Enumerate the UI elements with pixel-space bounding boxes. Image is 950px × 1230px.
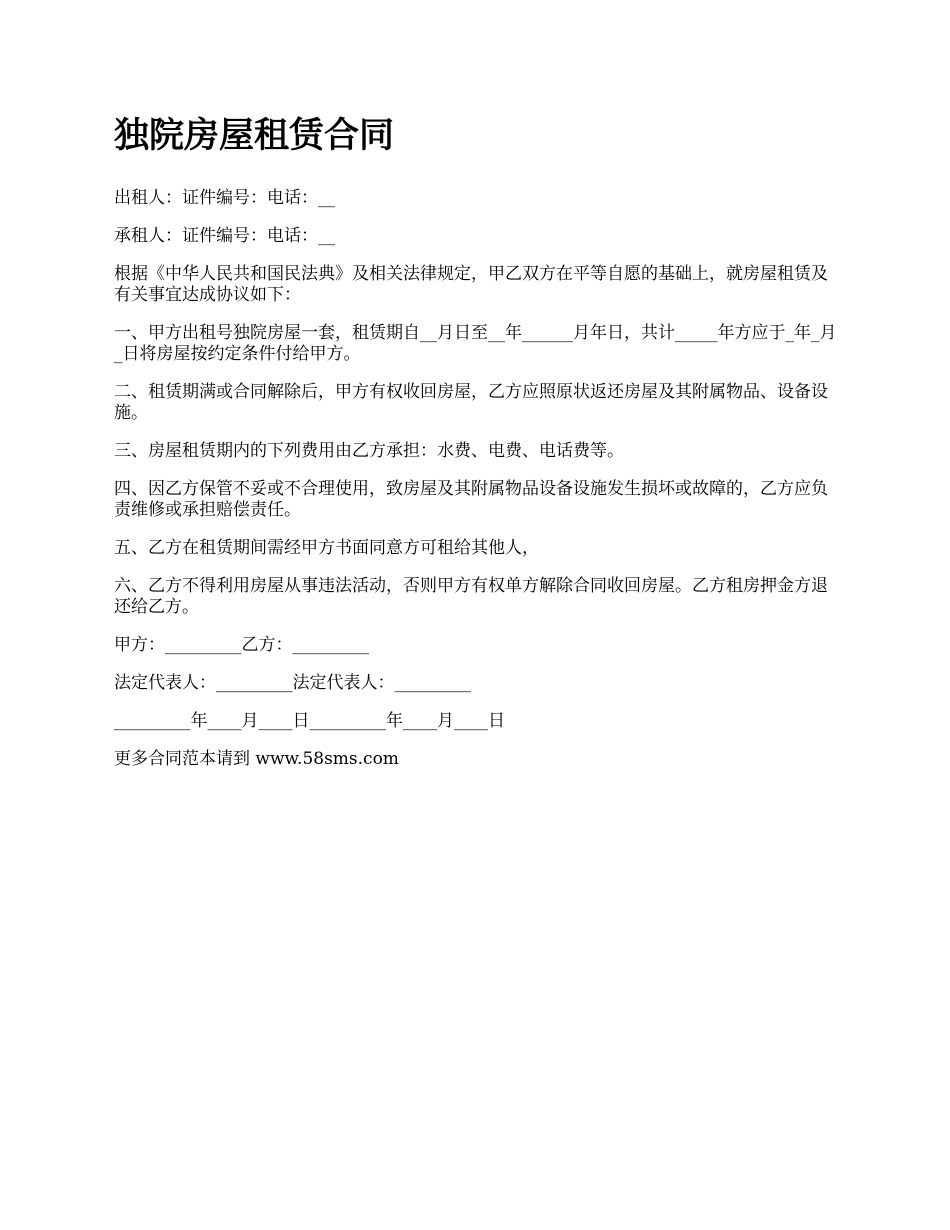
clause-5: 五、乙方在租赁期间需经甲方书面同意方可租给其他人， (114, 538, 539, 558)
clause-4: 四、因乙方保管不妥或不合理使用，致房屋及其附属物品设备设施发生损坏或故障的，乙方应负责维修或承担赔偿责任。 (114, 479, 828, 520)
preamble: 根据《中华人民共和国民法典》及相关法律规定，甲乙双方在平等自愿的基础上，就房屋租赁及有关事宜达成协议如下： (114, 264, 828, 305)
document-title: 独院房屋租赁合同 (114, 115, 395, 156)
clause-1: 一、甲方出租号独院房屋一套，租赁期自__月日至__年______月年日，共计_____年方应于_年_月_日将房屋按约定条件付给甲方。 (114, 323, 837, 364)
document-page (114, 112, 842, 787)
clause-3: 三、房屋租赁期内的下列费用由乙方承担：水费、电费、电话费等。 (114, 441, 624, 461)
footer-note: 更多合同范本请到 www.58sms.com (114, 749, 399, 769)
clause-2: 二、租赁期满或合同解除后，甲方有权收回房屋，乙方应照原状返还房屋及其附属物品、设备设施。 (114, 382, 828, 423)
lessor-info: 出租人：证件编号：电话：__ (114, 188, 335, 208)
signing-dates: _________年____月____日_________年____月____日 (114, 711, 505, 731)
clause-6: 六、乙方不得利用房屋从事违法活动，否则甲方有权单方解除合同收回房屋。乙方租房押金方退还给乙方。 (114, 576, 828, 617)
party-signatures: 甲方：_________乙方：_________ (114, 635, 369, 655)
legal-representatives: 法定代表人：_________法定代表人：_________ (114, 673, 471, 693)
lessee-info: 承租人：证件编号：电话：__ (114, 226, 335, 246)
